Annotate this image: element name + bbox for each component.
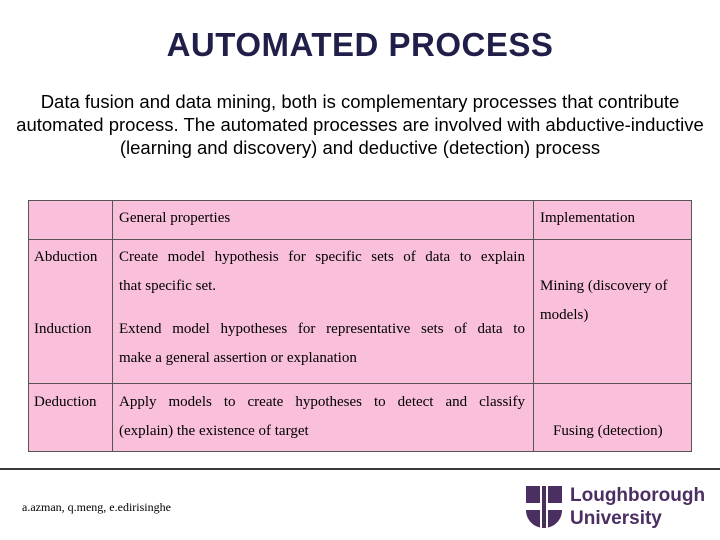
description-word: to bbox=[459, 249, 472, 265]
description-word: classify bbox=[479, 394, 525, 410]
description-word: models bbox=[168, 394, 212, 410]
description-word: create bbox=[247, 394, 284, 410]
row-label-abduction: Abduction bbox=[34, 249, 98, 265]
abduction-description-line1 bbox=[119, 249, 525, 266]
description-word: of bbox=[403, 249, 416, 265]
description-word: Apply bbox=[119, 394, 157, 410]
author-credits: a.azman, q.meng, e.edirisinghe bbox=[22, 500, 171, 514]
row-label-deduction: Deduction bbox=[34, 394, 97, 410]
description-word: model bbox=[172, 321, 210, 337]
logo-line-2: University bbox=[570, 508, 662, 529]
description-word: Create bbox=[119, 249, 159, 265]
description-word: of bbox=[454, 321, 467, 337]
header-implementation: Implementation bbox=[540, 210, 635, 226]
description-word: sets bbox=[371, 249, 394, 265]
description-word: and bbox=[445, 394, 468, 410]
description-word: data bbox=[425, 249, 451, 265]
description-word: detect bbox=[397, 394, 434, 410]
description-word: explain bbox=[480, 249, 525, 265]
implementation-mining-line2: models) bbox=[540, 307, 589, 323]
description-word: for bbox=[297, 321, 316, 337]
description-word: hypotheses bbox=[220, 321, 288, 337]
description-word: for bbox=[288, 249, 306, 265]
row-label-induction: Induction bbox=[34, 321, 92, 337]
description-word: data bbox=[477, 321, 503, 337]
loughborough-shield-icon bbox=[526, 486, 562, 528]
row-divider bbox=[533, 383, 691, 384]
description-word: model bbox=[167, 249, 206, 265]
description-word: sets bbox=[421, 321, 444, 337]
description-word: specific bbox=[315, 249, 362, 265]
implementation-mining-line1: Mining (discovery of bbox=[540, 278, 668, 294]
logo-line-1: Loughborough bbox=[570, 485, 706, 506]
description-word: representative bbox=[326, 321, 411, 337]
description-word: to bbox=[223, 394, 236, 410]
implementation-fusing: Fusing (detection) bbox=[553, 423, 663, 439]
intro-paragraph: Data fusion and data mining, both is complementary processes that contribute automated process. The automated processes are involved with abductive-inductive (learning and discovery) and deductive (detection) process bbox=[16, 91, 704, 158]
description-word: to bbox=[373, 394, 386, 410]
description-word: Extend bbox=[119, 321, 162, 337]
description-word: hypothesis bbox=[214, 249, 279, 265]
properties-table bbox=[28, 200, 692, 452]
induction-description-line1 bbox=[119, 321, 525, 338]
university-logo bbox=[526, 484, 716, 532]
row-divider bbox=[29, 383, 533, 384]
row-divider bbox=[29, 239, 691, 240]
page-title: AUTOMATED PROCESS bbox=[166, 26, 554, 63]
deduction-description-line2: (explain) the existence of target bbox=[119, 423, 309, 439]
induction-description-line2: make a general assertion or explanation bbox=[119, 350, 357, 366]
footer-divider bbox=[0, 468, 720, 470]
deduction-description-line1 bbox=[119, 394, 525, 411]
abduction-description-line2: that specific set. bbox=[119, 278, 217, 294]
description-word: hypotheses bbox=[295, 394, 362, 410]
header-general-properties: General properties bbox=[119, 210, 231, 226]
description-word: to bbox=[513, 321, 525, 337]
